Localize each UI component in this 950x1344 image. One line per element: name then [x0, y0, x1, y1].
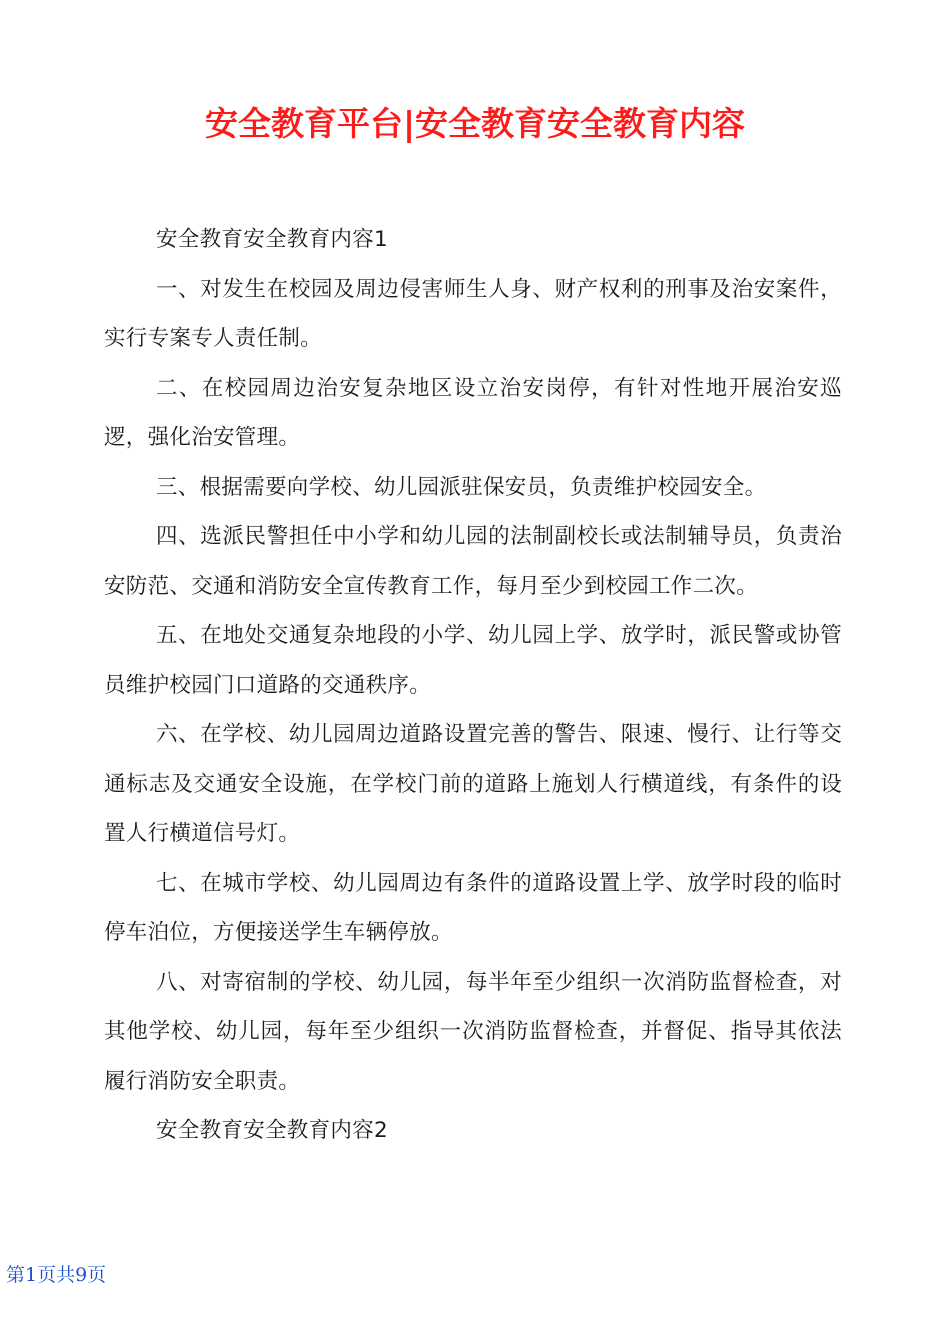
paragraph-item-4: 四、选派民警担任中小学和幼儿园的法制副校长或法制辅导员，负责治安防范、交通和消防安全宣传教育工作，每月至少到校园工作二次。: [104, 524, 842, 599]
section-heading-1: 安全教育安全教育内容1: [156, 227, 388, 252]
paragraph-item-3: 三、根据需要向学校、幼儿园派驻保安员，负责维护校园安全。: [156, 474, 767, 500]
paragraph-item-2: 二、在校园周边治安复杂地区设立治安岗停，有针对性地开展治安巡逻，强化治安管理。: [104, 375, 842, 450]
section-heading-2: 安全教育安全教育内容2: [156, 1118, 388, 1143]
page-indicator: 第1页共9页: [6, 1264, 107, 1286]
page-title: 安全教育平台|安全教育安全教育内容: [204, 104, 746, 143]
paragraph-item-1: 一、对发生在校园及周边侵害师生人身、财产权利的刑事及治安案件，实行专案专人责任制。: [104, 276, 842, 351]
paragraph-item-5: 五、在地处交通复杂地段的小学、幼儿园上学、放学时，派民警或协管员维护校园门口道路的交通秩序。: [104, 623, 842, 698]
document-body: [104, 215, 842, 1156]
paragraph-item-8: 八、对寄宿制的学校、幼儿园，每半年至少组织一次消防监督检查，对其他学校、幼儿园，每年至少组织一次消防监督检查，并督促、指导其依法履行消防安全职责。: [104, 969, 842, 1094]
paragraph-item-7: 七、在城市学校、幼儿园周边有条件的道路设置上学、放学时段的临时停车泊位，方便接送学生车辆停放。: [104, 870, 842, 945]
paragraph-item-6: 六、在学校、幼儿园周边道路设置完善的警告、限速、慢行、让行等交通标志及交通安全设施，在学校门前的道路上施划人行横道线，有条件的设置人行横道信号灯。: [104, 722, 842, 846]
